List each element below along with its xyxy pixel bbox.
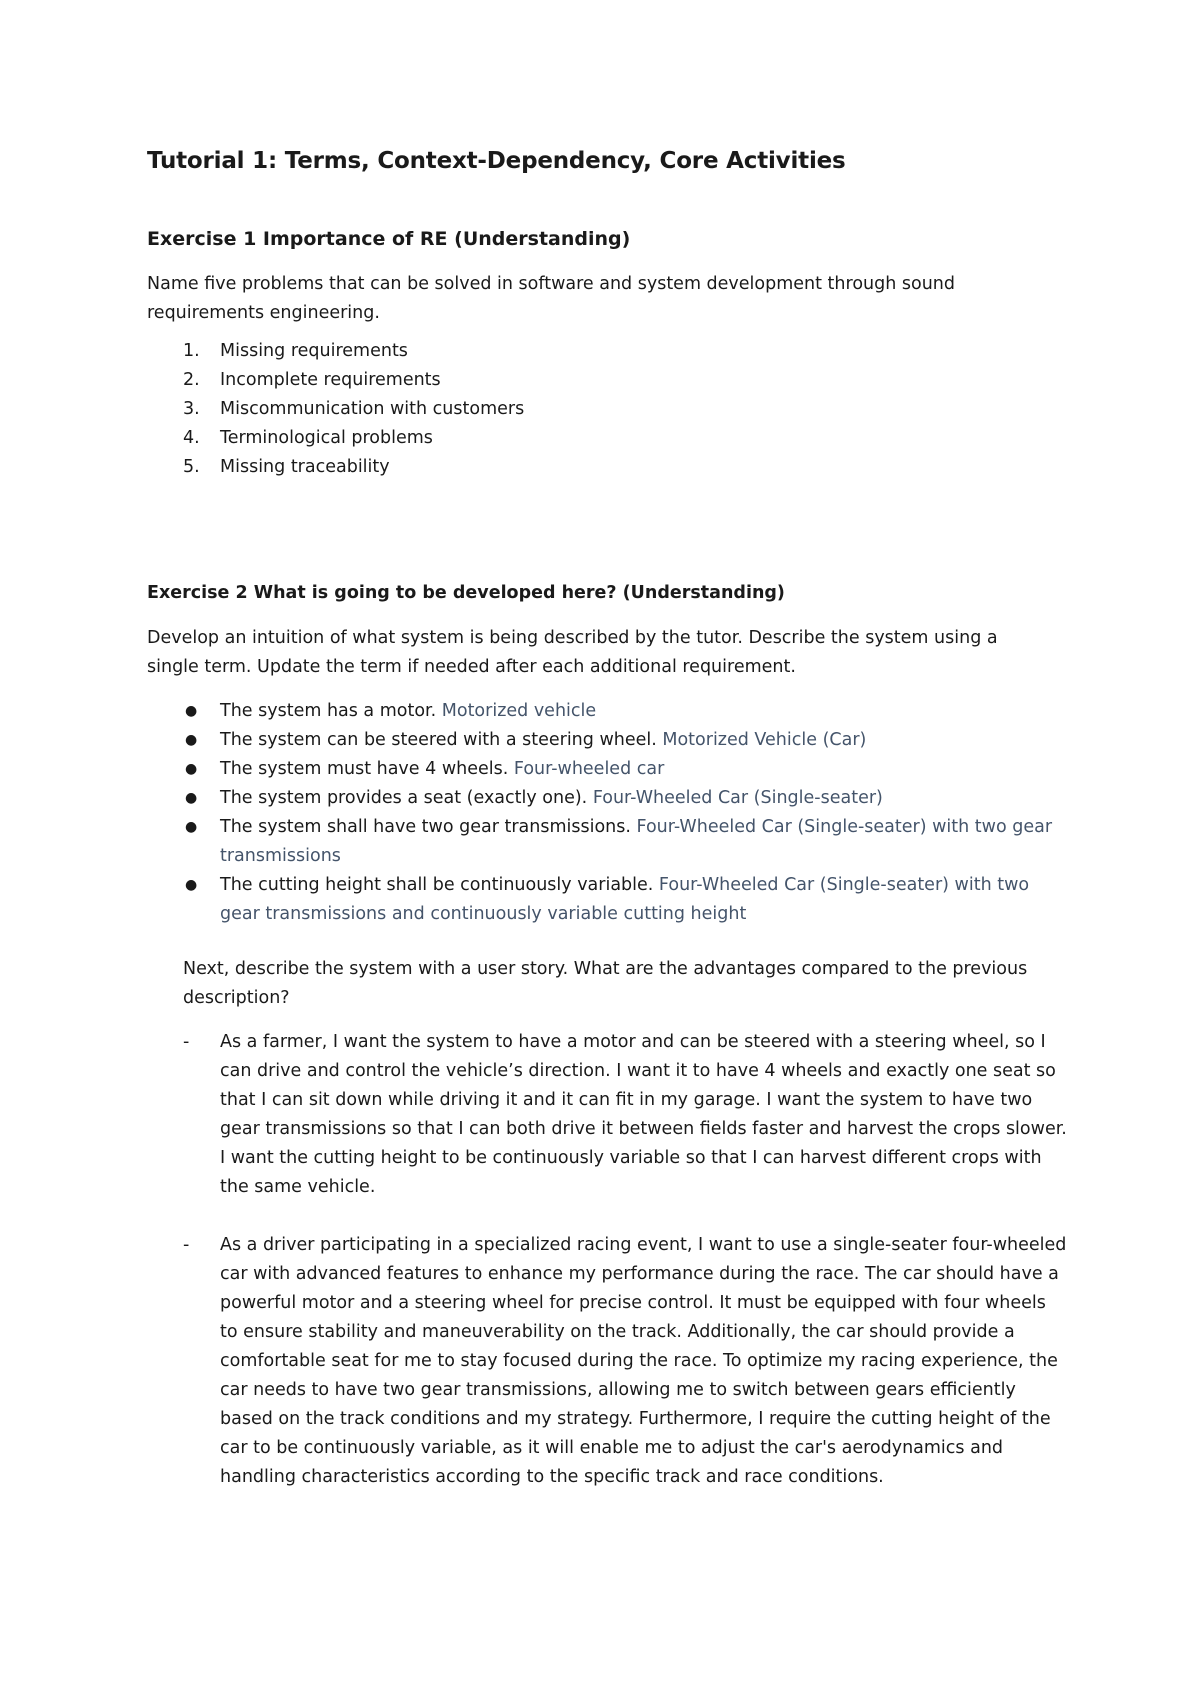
exercise-1-prompt: Name five problems that can be solved in software and system development through sound requirements engineering. — [147, 274, 955, 323]
list-item — [147, 366, 1067, 395]
exercise-1-list-block — [147, 337, 1067, 482]
user-story-item — [147, 1028, 1067, 1202]
exercise-1-heading: Exercise 1 Importance of RE (Understanding) — [147, 228, 631, 250]
spacer — [147, 1202, 1067, 1231]
user-stories-block — [147, 1028, 1067, 1492]
bullet-icon: ● — [185, 819, 198, 835]
user-stories-list — [147, 1028, 1067, 1492]
exercise-2-prompt: Develop an intuition of what system is being described by the tutor. Describe the system using a single term. Update the term if needed after each additional requirement. — [147, 628, 998, 677]
list-item — [147, 337, 1067, 366]
requirement-text: The system must have 4 wheels. — [220, 759, 514, 779]
list-item-text: Incomplete requirements — [220, 370, 441, 390]
requirement-text: The system shall have two gear transmissions. — [220, 817, 637, 837]
list-number: 4. — [183, 428, 200, 448]
list-item — [147, 395, 1067, 424]
list-item — [147, 424, 1067, 453]
list-item-text: Terminological problems — [220, 428, 433, 448]
requirement-text: The cutting height shall be continuously variable. — [220, 875, 659, 895]
exercise-2-prompt-block — [147, 624, 1027, 682]
dash-marker: - — [183, 1032, 190, 1052]
exercise-1-list — [147, 337, 1067, 482]
requirement-answer: Four-Wheeled Car (Single-seater) with two gear transmissions — [220, 817, 1053, 866]
exercise-2-requirements-block — [147, 697, 1067, 929]
requirement-answer: Four-Wheeled Car (Single-seater) with two gear transmissions and continuously variable cutting height — [220, 875, 1030, 924]
requirement-item — [147, 784, 1067, 813]
requirement-answer: Four-Wheeled Car (Single-seater) — [592, 788, 883, 808]
exercise-1-prompt-block — [147, 270, 987, 328]
list-number: 3. — [183, 399, 200, 419]
bullet-icon: ● — [185, 790, 198, 806]
requirement-answer: Four-wheeled car — [513, 759, 665, 779]
list-item-text: Missing requirements — [220, 341, 408, 361]
user-story-text: As a driver participating in a specialized racing event, I want to use a single-seater four-wheeled car with advanced features to enhance my performance during the race. The car should have a powerful motor and a steering wheel for precise control. It must be equipped with four wheels to ensure stability and maneuverability on the track. Additionally, the car should provide a comfortable seat for me to stay focused during the race. To optimize my racing experience, the car needs to have two gear transmissions, allowing me to switch between gears efficiently based on the track conditions and my strategy. Furthermore, I require the cutting height of the car to be continuously variable, as it will enable me to adjust the car's aerodynamics and handling characteristics according to the specific track and race conditions. — [220, 1235, 1067, 1487]
bullet-icon: ● — [185, 761, 198, 777]
requirement-text: The system provides a seat (exactly one). — [220, 788, 593, 808]
dash-marker: - — [183, 1235, 190, 1255]
requirement-text: The system has a motor. — [220, 701, 442, 721]
list-item-text: Missing traceability — [220, 457, 390, 477]
document-title: Tutorial 1: Terms, Context-Dependency, Core Activities — [147, 148, 846, 174]
exercise-1-section — [147, 228, 1067, 250]
requirement-item — [147, 726, 1067, 755]
list-item-text: Miscommunication with customers — [220, 399, 525, 419]
list-item — [147, 453, 1067, 482]
bullet-icon: ● — [185, 732, 198, 748]
bullet-icon: ● — [185, 877, 198, 893]
requirement-item — [147, 813, 1067, 871]
list-number: 1. — [183, 341, 200, 361]
bullet-icon: ● — [185, 703, 198, 719]
followup-prompt: Next, describe the system with a user story. What are the advantages compared to the previous description? — [183, 959, 1028, 1008]
followup-block — [147, 955, 1067, 1013]
requirement-item — [147, 755, 1067, 784]
exercise-2-section — [147, 583, 1067, 603]
exercise-2-heading: Exercise 2 What is going to be developed here? (Understanding) — [147, 583, 785, 603]
list-number: 5. — [183, 457, 200, 477]
user-story-text: As a farmer, I want the system to have a motor and can be steered with a steering wheel, so I can drive and control the vehicle’s direction. I want it to have 4 wheels and exactly one seat so that I can sit down while driving it and it can fit in my garage. I want the system to have two gear transmissions so that I can both drive it between fields faster and harvest the crops slower. I want the cutting height to be continuously variable so that I can harvest different crops with the same vehicle. — [220, 1032, 1067, 1197]
list-number: 2. — [183, 370, 200, 390]
requirement-answer: Motorized vehicle — [441, 701, 597, 721]
requirements-list — [147, 697, 1067, 929]
requirement-answer: Motorized Vehicle (Car) — [662, 730, 867, 750]
requirement-item — [147, 871, 1067, 929]
user-story-item — [147, 1231, 1067, 1492]
requirement-text: The system can be steered with a steering wheel. — [220, 730, 663, 750]
requirement-item — [147, 697, 1067, 726]
